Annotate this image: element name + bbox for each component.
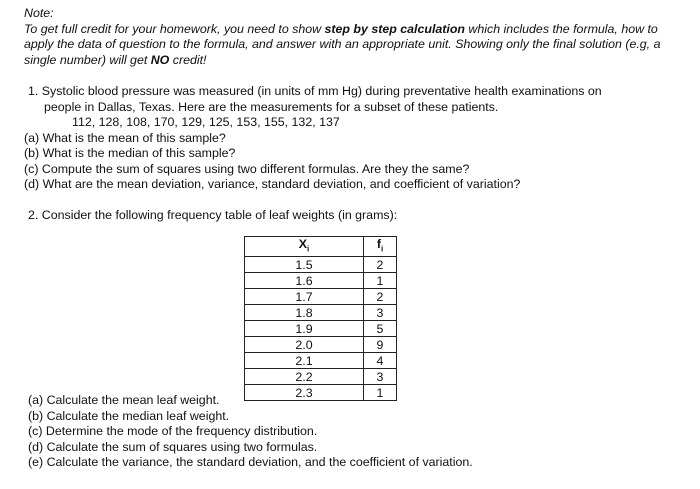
cell-x: 1.6 bbox=[245, 273, 364, 289]
note-section bbox=[24, 6, 674, 68]
cell-f: 9 bbox=[364, 337, 397, 353]
table-row bbox=[245, 273, 397, 289]
cell-x: 2.3 bbox=[245, 385, 364, 401]
note-body bbox=[24, 22, 674, 69]
q1-part-c: (c) Compute the sum of squares using two different formulas. Are they the same? bbox=[24, 161, 470, 176]
table-row bbox=[245, 353, 397, 369]
table-row bbox=[245, 321, 397, 337]
q1-part-d: (d) What are the mean deviation, variance, standard deviation, and coefficient of variation? bbox=[24, 177, 521, 191]
q1-line-1: 1. Systolic blood pressure was measured (in units of mm Hg) during preventative health examinations on bbox=[28, 84, 602, 98]
cell-f: 2 bbox=[364, 257, 397, 273]
table-header-row bbox=[245, 237, 397, 257]
q2-part-c: (c) Determine the mode of the frequency distribution. bbox=[28, 424, 318, 438]
q2-parts bbox=[28, 393, 473, 471]
note-text-2: which includes the formula, how to apply the data of question to the formula, and answer with an appropriate unit. Showing only the final solution (e.g, a single number) will get bbox=[24, 21, 661, 67]
cell-f: 1 bbox=[364, 273, 397, 289]
note-text-1: To get full credit for your homework, you need to show bbox=[24, 21, 325, 36]
q1-part-b: (b) What is the median of this sample? bbox=[24, 146, 236, 160]
q1-line-2: people in Dallas, Texas. Here are the measurements for a subset of these patients. bbox=[44, 99, 499, 114]
cell-x: 2.1 bbox=[245, 353, 364, 369]
cell-x: 1.9 bbox=[245, 321, 364, 337]
q2-part-b: (b) Calculate the median leaf weight. bbox=[28, 408, 230, 423]
q2-part-d: (d) Calculate the sum of squares using two formulas. bbox=[28, 439, 318, 454]
col-header-f: $f_i$ bbox=[364, 237, 397, 257]
cell-f: 2 bbox=[364, 289, 397, 305]
cell-f: 1 bbox=[364, 385, 397, 401]
note-bold-2: NO bbox=[150, 52, 170, 67]
question-1 bbox=[24, 84, 678, 193]
note-bold-1: step by step calculation bbox=[324, 21, 465, 36]
frequency-table bbox=[244, 236, 397, 401]
table-row bbox=[245, 305, 397, 321]
note-heading: Note: bbox=[24, 6, 54, 20]
cell-x: 2.2 bbox=[245, 369, 364, 385]
cell-x: 1.5 bbox=[245, 257, 364, 273]
q2-part-e: (e) Calculate the variance, the standard deviation, and the coefficient of variation. bbox=[28, 455, 473, 469]
q2-intro: 2. Consider the following frequency table of leaf weights (in grams): bbox=[28, 208, 398, 222]
cell-x: 1.8 bbox=[245, 305, 364, 321]
cell-f: 5 bbox=[364, 321, 397, 337]
q1-data: 112, 128, 108, 170, 129, 125, 153, 155, 132, 137 bbox=[72, 115, 340, 129]
cell-x: 2.0 bbox=[245, 337, 364, 353]
q1-part-a: (a) What is the mean of this sample? bbox=[24, 130, 226, 145]
col-header-x: $X_i$ bbox=[245, 237, 364, 257]
note-text-3: credit! bbox=[169, 52, 207, 67]
cell-f: 3 bbox=[364, 305, 397, 321]
q2-part-a: (a) Calculate the mean leaf weight. bbox=[28, 393, 220, 407]
table-row bbox=[245, 369, 397, 385]
cell-x: 1.7 bbox=[245, 289, 364, 305]
cell-f: 3 bbox=[364, 369, 397, 385]
table-row bbox=[245, 337, 397, 353]
table-row bbox=[245, 289, 397, 305]
cell-f: 4 bbox=[364, 353, 397, 369]
table-row bbox=[245, 257, 397, 273]
